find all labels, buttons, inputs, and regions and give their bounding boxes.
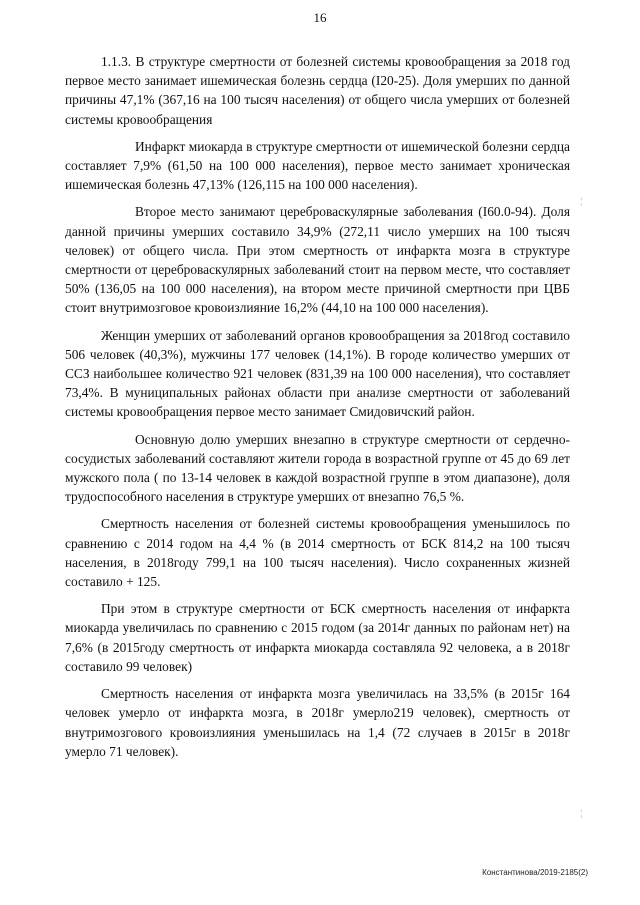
- paragraph-stroke-mortality: Смертность населения от инфаркта мозга увеличилась на 33,5% (в 2015г 164 человек умерло от инфаркта мозга, в 2018г умерло219 человек), смертность от внутримозгового кровоизлияния уменьшилась на 1,4 (72 случаев в 2015г в 2018г умерло 71 человек).: [65, 686, 570, 759]
- footer-stamp: Константинова/2019-2185(2): [482, 868, 588, 877]
- paragraph-cerebrovascular: Второе место занимают цереброваскулярные заболевания (I60.0-94). Доля данной причины умерших составило 34,9% (272,11 число умерших на 100 тысяч человек) от общего числа. При этом смертность от инфаркта мозга в структуре смертности от цереброваскулярных заболеваний стоит на первом месте, что составляет 50% (136,05 на 100 000 населения), на втором месте причиной смертности при ЦВБ стоит внутримозговое кровоизлияние 16,2% (44,10 на 100 000 населения).: [65, 204, 570, 316]
- paragraph-sudden-deaths: Основную долю умерших внезапно в структуре смертности от сердечно- сосудистых заболеваний составляют жители города в возрастной группе от 45 до 69 лет мужского пола ( по 13-14 человек в каждой возрастной группе в этом диапазоне), доля трудоспособного населения в структуре умерших от внезапно 76,5 %.: [65, 431, 570, 505]
- scan-mark: ¦: [580, 196, 582, 206]
- document-body: [65, 52, 570, 769]
- paragraph-women-men-deaths: Женщин умерших от заболеваний органов кровообращения за 2018год составило 506 человек (40,3%), мужчины 177 человек (14,1%). В городе количество умерших от ССЗ наибольшее количество 921 человек (831,39 на 100 000 населения), что составляет 73,4%. В муниципальных районах области при анализе смертности от заболеваний системы кровообращения первое место занимает Смидовичский район.: [65, 327, 570, 420]
- paragraph-section-1-1-3: 1.1.3. В структуре смертности от болезней системы кровообращения за 2018 год первое место занимает ишемическая болезнь сердца (I20-25). Доля умерших по данной причины 47,1% (367,16 на 100 тысяч населения) от общего числа умерших от болезней системы кровообращения: [65, 54, 570, 127]
- page-number: 16: [313, 10, 327, 25]
- scan-mark: ¦: [580, 808, 582, 818]
- paragraph-bsk-infarction: При этом в структуре смертности от БСК смертность населения от инфаркта миокарда увеличилась по сравнению с 2015 годом (за 2014г данных по районам нет) на 7,6% (в 2015году смертность от инфаркта миокарда составляла 92 человека, а в 2018г составило 99 человек): [65, 601, 570, 674]
- paragraph-mortality-decrease: Смертность населения от болезней системы кровообращения уменьшилось по сравнению с 2014 годом на 4,4 % (в 2014 смертность от БСК 814,2 на 100 тысяч населения, в 2018году 799,1 на 100 тысяч населения). Число сохраненных жизней составило + 125.: [65, 516, 570, 590]
- paragraph-myocardial-infarction: Инфаркт миокарда в структуре смертности от ишемической болезни сердца составляет 7,9% (61,50 на 100 000 населения), первое место занимает хроническая ишемическая болезнь 47,13% (126,115 на 100 000 населения).: [65, 138, 570, 193]
